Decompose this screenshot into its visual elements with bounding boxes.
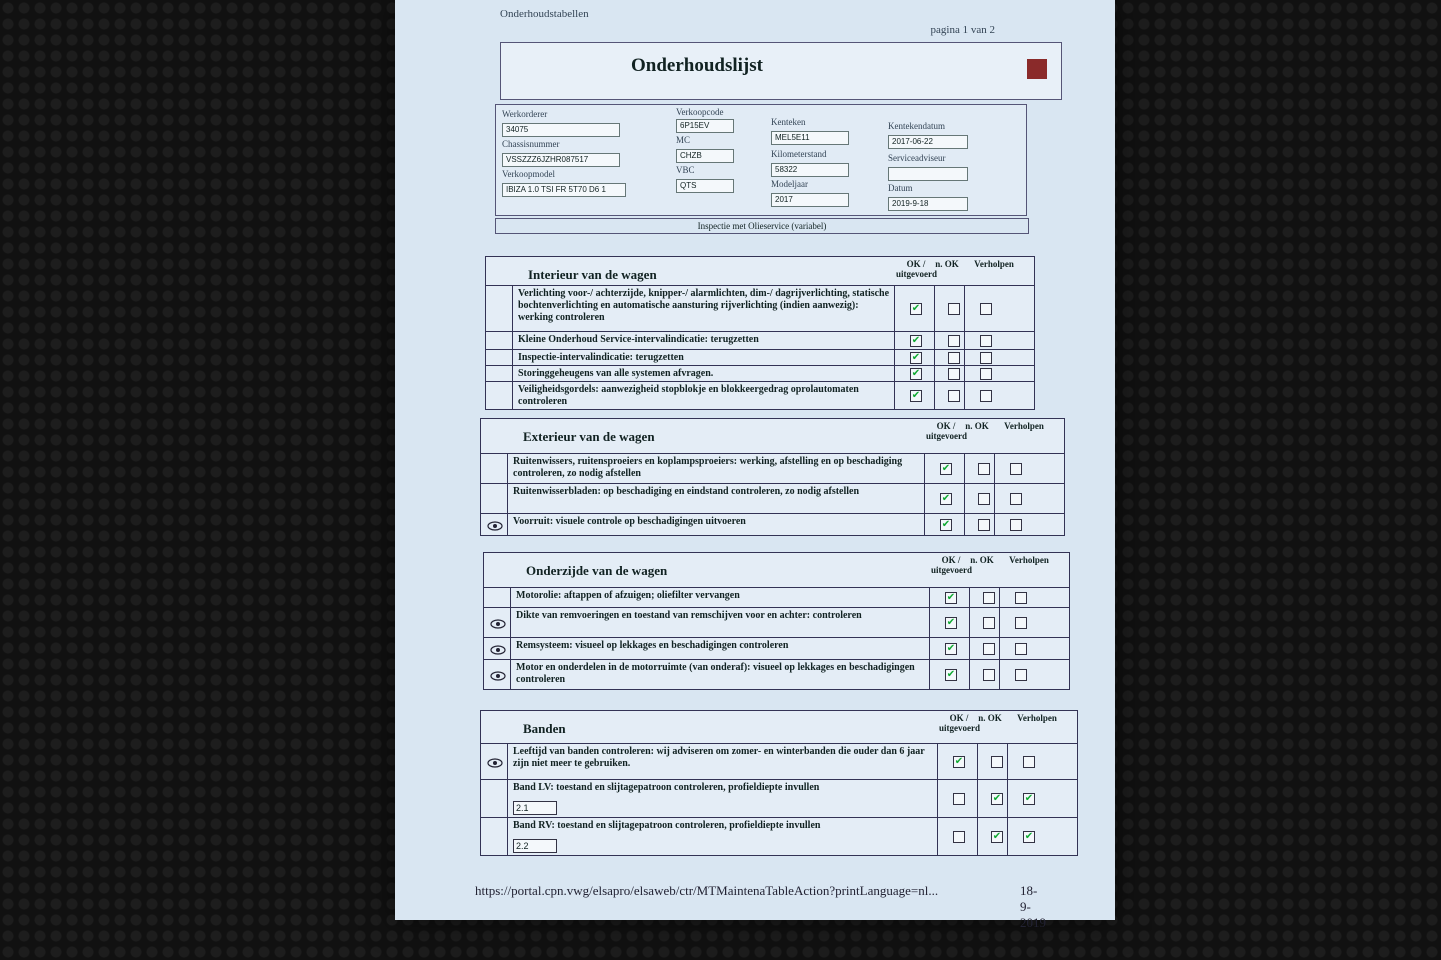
row-text: Ruitenwisserbladen: op beschadiging en eindstand controleren, zo nodig afstellen [513, 486, 860, 497]
value-werkorder: 34075 [502, 123, 620, 137]
row-divider [994, 454, 995, 484]
document-title: Onderhoudslijst [631, 55, 763, 76]
row-divider [934, 286, 935, 332]
checklist-row [481, 513, 1064, 536]
eye-icon [487, 756, 503, 768]
row-text: Voorruit: visuele controle op beschadigingen uitvoeren [513, 516, 746, 527]
row-divider [507, 744, 508, 780]
label-chassis: Chassisnummer [502, 139, 560, 149]
column-header-fixed: Verholpen [1004, 421, 1044, 431]
checklist-row [486, 331, 1034, 350]
label-kilometerstand: Kilometerstand [771, 149, 827, 159]
checklist-row [484, 607, 1069, 638]
eye-icon [490, 669, 506, 681]
value-modeljaar: 2017 [771, 193, 849, 207]
row-divider [894, 332, 895, 350]
row-text: Inspectie-intervalindicatie: terugzetten [518, 352, 684, 363]
row-divider [512, 286, 513, 332]
row-divider [999, 608, 1000, 638]
row-divider [964, 366, 965, 382]
row-text: Veiligheidsgordels: aanwezigheid stopblokje en blokkeergedrag oprolautomaten controleren [518, 384, 859, 407]
row-text: Storinggeheugens van alle systemen afvragen. [518, 368, 714, 379]
checkbox-nok[interactable] [978, 519, 990, 531]
row-divider [512, 350, 513, 366]
row-divider [969, 660, 970, 690]
label-kenteken: Kenteken [771, 117, 806, 127]
row-divider [894, 366, 895, 382]
value-chassis: VSSZZZ6JZHR087517 [502, 153, 620, 167]
row-divider [934, 366, 935, 382]
checkbox-ok[interactable] [953, 831, 965, 843]
value-serviceadviseur [888, 167, 968, 181]
checkbox-fixed[interactable] [1010, 463, 1022, 475]
row-divider [934, 350, 935, 366]
label-mc: MC [676, 135, 691, 145]
checkbox-fixed[interactable] [1015, 592, 1027, 604]
row-divider [507, 484, 508, 514]
eye-icon [490, 643, 506, 655]
checkbox-nok[interactable] [983, 617, 995, 629]
row-divider [964, 454, 965, 484]
label-kentekendatum: Kentekendatum [888, 121, 945, 131]
row-divider [994, 514, 995, 536]
row-text: Motor en onderdelen in de motorruimte (van onderaf): visueel op lekkages en beschadigingen controleren [516, 662, 915, 685]
section-1 [480, 418, 1065, 536]
checklist-row [481, 483, 1064, 514]
checklist-row [486, 381, 1034, 410]
maintenance-document [395, 0, 1115, 930]
section-3 [480, 710, 1078, 856]
row-divider [510, 608, 511, 638]
row-divider [924, 514, 925, 536]
row-divider [512, 366, 513, 382]
checkbox-ok[interactable] [953, 793, 965, 805]
row-divider [934, 332, 935, 350]
checkbox-nok[interactable]: ✔ [992, 831, 1002, 842]
section-title: Onderzijde van de wagen [526, 563, 668, 578]
checkbox-fixed[interactable] [980, 335, 992, 347]
row-divider [507, 818, 508, 856]
row-divider [964, 350, 965, 366]
checkbox-fixed[interactable]: ✔ [1024, 793, 1034, 804]
checkbox-ok[interactable]: ✔ [946, 669, 956, 680]
checkbox-nok[interactable] [948, 335, 960, 347]
value-mc: CHZB [676, 149, 734, 163]
row-divider [929, 608, 930, 638]
row-divider [1007, 818, 1008, 856]
label-modeljaar: Modeljaar [771, 179, 808, 189]
checkbox-fixed[interactable] [1010, 493, 1022, 505]
row-divider [512, 382, 513, 410]
footer-url: https://portal.cpn.vwg/elsapro/elsaweb/ctr/MTMaintenaTableAction?printLanguage=nl... [475, 883, 939, 898]
footer-date: 18-9-2019 [1020, 883, 1046, 930]
section-title: Interieur van de wagen [528, 267, 657, 282]
value-kenteken: MEL5E11 [771, 131, 849, 145]
row-divider [507, 454, 508, 484]
column-header-ok: OK / uitgevoerd [931, 555, 972, 575]
checkbox-ok[interactable]: ✔ [946, 617, 956, 628]
column-header-nok: n. OK [965, 421, 989, 431]
row-divider [929, 660, 930, 690]
checkbox-nok[interactable] [983, 592, 995, 604]
checklist-row [481, 743, 1077, 780]
row-divider [964, 332, 965, 350]
row-divider [969, 608, 970, 638]
row-divider [510, 588, 511, 608]
row-divider [977, 744, 978, 780]
checklist-row [486, 365, 1034, 382]
checklist-row [484, 637, 1069, 660]
label-verkoopcode: Verkoopcode [676, 107, 724, 117]
row-divider [999, 660, 1000, 690]
row-divider [964, 514, 965, 536]
checkbox-fixed[interactable] [1023, 756, 1035, 768]
row-divider [937, 744, 938, 780]
checkbox-nok[interactable] [948, 352, 960, 364]
row-divider [934, 382, 935, 410]
checkbox-ok[interactable]: ✔ [946, 592, 956, 603]
checkbox-fixed[interactable] [980, 368, 992, 380]
checkbox-ok[interactable]: ✔ [941, 463, 951, 474]
row-divider [894, 350, 895, 366]
checkbox-nok[interactable]: ✔ [992, 793, 1002, 804]
value-datum: 2019-9-18 [888, 197, 968, 211]
row-divider [507, 514, 508, 536]
checklist-row [486, 349, 1034, 366]
row-text: Dikte van remvoeringen en toestand van remschijven voor en achter: controleren [516, 610, 862, 621]
row-divider [507, 780, 508, 818]
checklist-row [486, 285, 1034, 332]
column-header-fixed: Verholpen [1009, 555, 1049, 565]
checkbox-ok[interactable]: ✔ [911, 390, 921, 401]
title-box [500, 42, 1062, 100]
column-header-fixed: Verholpen [974, 259, 1014, 269]
row-text: Leeftijd van banden controleren: wij adviseren om zomer- en winterbanden die ouder dan 6 jaar zijn niet meer te gebruiken. [513, 746, 925, 769]
checkbox-ok[interactable]: ✔ [941, 493, 951, 504]
checklist-row [484, 587, 1069, 608]
row-divider [1007, 780, 1008, 818]
value-kilometerstand: 58322 [771, 163, 849, 177]
value-vbc: QTS [676, 179, 734, 193]
value-kentekendatum: 2017-06-22 [888, 135, 968, 149]
checkbox-nok[interactable] [978, 463, 990, 475]
row-divider [894, 286, 895, 332]
row-divider [894, 382, 895, 410]
column-header-nok: n. OK [978, 713, 1002, 723]
row-text: Band LV: toestand en slijtagepatroon controleren, profieldiepte invullen [513, 782, 820, 793]
tread-depth-value[interactable]: 2.1 [513, 801, 557, 815]
brand-logo-icon [1027, 59, 1047, 79]
checkbox-nok[interactable] [983, 669, 995, 681]
checkbox-nok[interactable] [948, 303, 960, 315]
footer [475, 883, 1046, 930]
checkbox-ok[interactable]: ✔ [911, 303, 921, 314]
vehicle-info-box [495, 104, 1027, 216]
checkbox-ok[interactable]: ✔ [941, 519, 951, 530]
row-divider [937, 780, 938, 818]
checkbox-fixed[interactable] [1010, 519, 1022, 531]
checkbox-ok[interactable]: ✔ [954, 756, 964, 767]
checkbox-fixed[interactable] [980, 303, 992, 315]
row-divider [964, 484, 965, 514]
checkbox-ok[interactable]: ✔ [911, 368, 921, 379]
row-divider [1007, 744, 1008, 780]
header-page-number: pagina 1 van 2 [930, 24, 995, 36]
row-divider [964, 286, 965, 332]
row-divider [969, 588, 970, 608]
column-header-nok: n. OK [970, 555, 994, 565]
checklist-row [484, 659, 1069, 690]
checkbox-fixed[interactable]: ✔ [1024, 831, 1034, 842]
tread-depth-value[interactable]: 2.2 [513, 839, 557, 853]
checkbox-ok[interactable]: ✔ [911, 352, 921, 363]
checklist-row [481, 453, 1064, 484]
column-header-nok: n. OK [935, 259, 959, 269]
checkbox-fixed[interactable] [1015, 669, 1027, 681]
row-divider [510, 638, 511, 660]
row-divider [977, 818, 978, 856]
label-werkorder: Werkorderer [502, 109, 548, 119]
label-vbc: VBC [676, 165, 695, 175]
row-divider [969, 638, 970, 660]
checkbox-fixed[interactable] [1015, 643, 1027, 655]
checklist-row [481, 779, 1077, 818]
section-0 [485, 256, 1035, 410]
eye-icon [490, 617, 506, 629]
inspection-type: Inspectie met Olieservice (variabel) [495, 218, 1029, 234]
row-divider [929, 588, 930, 608]
row-divider [929, 638, 930, 660]
checkbox-fixed[interactable] [980, 390, 992, 402]
checkbox-fixed[interactable] [1015, 617, 1027, 629]
checkbox-nok[interactable] [978, 493, 990, 505]
row-divider [994, 484, 995, 514]
row-divider [977, 780, 978, 818]
checkbox-nok[interactable] [983, 643, 995, 655]
checkbox-ok[interactable]: ✔ [946, 643, 956, 654]
checkbox-ok[interactable]: ✔ [911, 335, 921, 346]
label-datum: Datum [888, 183, 913, 193]
section-title: Banden [523, 721, 566, 736]
row-text: Remsysteem: visueel op lekkages en beschadigingen controleren [516, 640, 789, 651]
column-header-fixed: Verholpen [1017, 713, 1057, 723]
checklist-row [481, 817, 1077, 856]
row-text: Band RV: toestand en slijtagepatroon controleren, profieldiepte invullen [513, 820, 821, 831]
column-header-ok: OK / uitgevoerd [939, 713, 980, 733]
section-title: Exterieur van de wagen [523, 429, 655, 444]
value-verkoopmodel: IBIZA 1.0 TSI FR 5T70 D6 1 [502, 183, 626, 197]
section-2 [483, 552, 1070, 690]
label-verkoopmodel: Verkoopmodel [502, 169, 555, 179]
row-text: Ruitenwissers, ruitensproeiers en koplampsproeiers: werking, afstelling en op beschadiging controleren, zo nodig afstellen [513, 456, 903, 479]
row-divider [999, 638, 1000, 660]
eye-icon [487, 519, 503, 531]
row-divider [964, 382, 965, 410]
row-text: Kleine Onderhoud Service-intervalindicatie: terugzetten [518, 334, 759, 345]
row-text: Verlichting voor-/ achterzijde, knipper-/ alarmlichten, dim-/ dagrijverlichting, statische bochtenverlichting en automatische aansturing rijverlichting (indien aanwezig): werking controleren [518, 288, 890, 323]
row-divider [924, 454, 925, 484]
checkbox-fixed[interactable] [980, 352, 992, 364]
value-verkoopcode: 6P15EV [676, 119, 734, 133]
checkbox-nok[interactable] [948, 368, 960, 380]
row-divider [512, 332, 513, 350]
row-divider [510, 660, 511, 690]
row-divider [937, 818, 938, 856]
checkbox-nok[interactable] [948, 390, 960, 402]
label-serviceadviseur: Serviceadviseur [888, 153, 946, 163]
header-left: Onderhoudstabellen [500, 8, 589, 20]
row-text: Motorolie: aftappen of afzuigen; oliefilter vervangen [516, 590, 740, 601]
row-divider [999, 588, 1000, 608]
row-divider [924, 484, 925, 514]
column-header-ok: OK / uitgevoerd [896, 259, 937, 279]
column-header-ok: OK / uitgevoerd [926, 421, 967, 441]
checkbox-nok[interactable] [991, 756, 1003, 768]
